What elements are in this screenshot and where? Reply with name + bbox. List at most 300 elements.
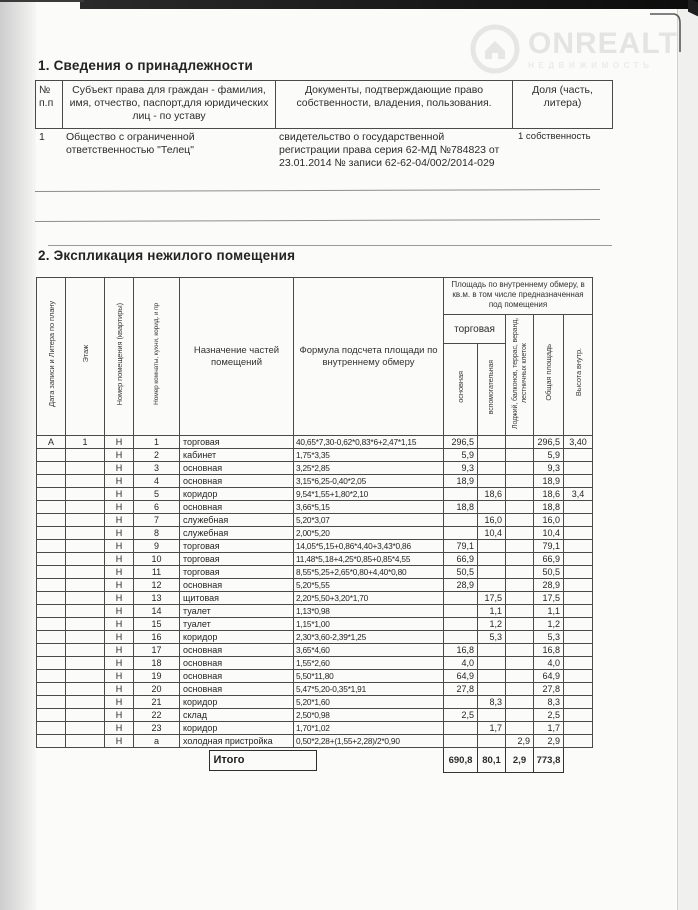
col-header-main: основная: [444, 344, 478, 436]
cell-purpose: основная: [180, 670, 294, 683]
cell-balconies: [506, 618, 534, 631]
cell-premise: Н: [105, 696, 134, 709]
cell-balconies: 2,9: [506, 735, 534, 748]
cell-litera: [37, 605, 66, 618]
cell-room: 2: [134, 449, 180, 462]
cell-purpose: щитовая: [180, 592, 294, 605]
cell-room: 8: [134, 527, 180, 540]
cell-premise: Н: [105, 735, 134, 748]
table-row: [37, 527, 593, 540]
cell-premise: Н: [105, 553, 134, 566]
cell-floor: [66, 670, 105, 683]
table-row: [37, 553, 593, 566]
cell-purpose: основная: [180, 657, 294, 670]
cell-formula: 1,55*2,60: [294, 657, 444, 670]
cell-litera: [37, 683, 66, 696]
cell-total-area: 296,5: [534, 436, 564, 449]
table-row: [37, 449, 593, 462]
cell-balconies: [506, 722, 534, 735]
cell-balconies: [506, 462, 534, 475]
cell-balconies: [506, 709, 534, 722]
cell-total-area: 27,8: [534, 683, 564, 696]
cell-balconies: [506, 670, 534, 683]
house-circle-icon: [470, 24, 520, 74]
cell-main: 4,0: [444, 657, 478, 670]
section2-title: 2. Экспликация нежилого помещения: [38, 248, 296, 263]
cell-premise: Н: [105, 644, 134, 657]
cell-balconies: [506, 488, 534, 501]
col-header-documents: Документы, подтверждающие право собственности, владения, пользования.: [276, 81, 513, 129]
cell-auxiliary: [478, 644, 506, 657]
col-header-num: № п.п: [36, 81, 63, 129]
cell-floor: [66, 735, 105, 748]
explication-table: [36, 277, 593, 773]
cell-height: [564, 605, 593, 618]
cell-main: [444, 488, 478, 501]
cell-balconies: [506, 579, 534, 592]
cell-formula: 9,54*1,55+1,80*2,10: [294, 488, 444, 501]
cell-auxiliary: [478, 540, 506, 553]
cell-height: [564, 540, 593, 553]
table-row: [37, 631, 593, 644]
cell-height: [564, 449, 593, 462]
cell-room: 15: [134, 618, 180, 631]
cell-total-area: 50,5: [534, 566, 564, 579]
cell-litera: [37, 631, 66, 644]
empty-row-line: [48, 245, 612, 246]
cell-room: 3: [134, 462, 180, 475]
cell-litera: [37, 696, 66, 709]
cell-floor: [66, 605, 105, 618]
cell-main: [444, 514, 478, 527]
cell-share: 1 собственность: [518, 131, 591, 142]
cell-formula: 1,13*0,98: [294, 605, 444, 618]
cell-height: [564, 631, 593, 644]
cell-height: [564, 462, 593, 475]
watermark: [470, 18, 678, 80]
cell-formula: 8,55*5,25+2,65*0,80+4,40*0,80: [294, 566, 444, 579]
cell-height: [564, 566, 593, 579]
cell-room: 17: [134, 644, 180, 657]
cell-balconies: [506, 605, 534, 618]
col-header-purpose: Назначение частей помещений: [180, 278, 294, 436]
table-row: [37, 566, 593, 579]
cell-room: 5: [134, 488, 180, 501]
ownership-row: [35, 131, 612, 170]
cell-auxiliary: [478, 501, 506, 514]
cell-floor: [66, 462, 105, 475]
cell-balconies: [506, 449, 534, 462]
cell-height: [564, 514, 593, 527]
cell-premise: Н: [105, 709, 134, 722]
table-row: [37, 618, 593, 631]
explication-body: [37, 436, 593, 748]
cell-main: 2,5: [444, 709, 478, 722]
cell-room: 12: [134, 579, 180, 592]
cell-auxiliary: 1,7: [478, 722, 506, 735]
cell-litera: [37, 449, 66, 462]
cell-formula: 3,65*4,60: [294, 644, 444, 657]
cell-formula: 0,50*2,28+(1,55+2,28)/2*0,90: [294, 735, 444, 748]
table-row: [37, 670, 593, 683]
cell-auxiliary: 10,4: [478, 527, 506, 540]
cell-auxiliary: [478, 462, 506, 475]
cell-purpose: служебная: [180, 514, 294, 527]
cell-auxiliary: [478, 657, 506, 670]
cell-main: 18,9: [444, 475, 478, 488]
cell-num: 1: [39, 131, 45, 143]
cell-formula: 2,20*5,50+3,20*1,70: [294, 592, 444, 605]
cell-room: 16: [134, 631, 180, 644]
total-label: Итого: [209, 750, 317, 771]
cell-main: [444, 527, 478, 540]
cell-total-area: 17,5: [534, 592, 564, 605]
cell-auxiliary: 1,1: [478, 605, 506, 618]
cell-floor: [66, 618, 105, 631]
cell-height: [564, 618, 593, 631]
cell-formula: 14,05*5,15+0,86*4,40+3,43*0,86: [294, 540, 444, 553]
cell-formula: 3,15*6,25-0,40*2,05: [294, 475, 444, 488]
cell-purpose: холодная пристройка: [180, 735, 294, 748]
cell-total-area: 28,9: [534, 579, 564, 592]
cell-total-area: 64,9: [534, 670, 564, 683]
cell-main: 66,9: [444, 553, 478, 566]
cell-purpose: основная: [180, 683, 294, 696]
cell-height: [564, 696, 593, 709]
cell-room: 11: [134, 566, 180, 579]
cell-premise: Н: [105, 449, 134, 462]
cell-purpose: туалет: [180, 618, 294, 631]
page-curl-mark: [646, 6, 688, 58]
cell-balconies: [506, 436, 534, 449]
cell-documents: свидетельство о государственной регистрации права серия 62-МД №784823 от 23.01.2014 № записи 62-62-04/002/2014-029: [279, 131, 500, 169]
col-header-floor: Этаж: [66, 278, 105, 436]
cell-balconies: [506, 514, 534, 527]
cell-purpose: служебная: [180, 527, 294, 540]
cell-total-area: 10,4: [534, 527, 564, 540]
cell-height: [564, 553, 593, 566]
total-balconies: 2,9: [506, 748, 534, 773]
cell-litera: [37, 475, 66, 488]
table-row: [37, 475, 593, 488]
table-row: [37, 709, 593, 722]
cell-height: [564, 722, 593, 735]
cell-floor: [66, 540, 105, 553]
cell-total-area: 18,6: [534, 488, 564, 501]
cell-floor: [66, 475, 105, 488]
cell-premise: Н: [105, 527, 134, 540]
cell-premise: Н: [105, 722, 134, 735]
cell-auxiliary: [478, 579, 506, 592]
table-row: [37, 722, 593, 735]
cell-height: [564, 735, 593, 748]
cell-purpose: кабинет: [180, 449, 294, 462]
cell-main: 18,8: [444, 501, 478, 514]
cell-main: 28,9: [444, 579, 478, 592]
cell-auxiliary: 16,0: [478, 514, 506, 527]
cell-purpose: коридор: [180, 631, 294, 644]
cell-litera: [37, 514, 66, 527]
cell-auxiliary: [478, 553, 506, 566]
table-row: [37, 501, 593, 514]
col-header-record-date: Дата записи и Литера по плану: [37, 278, 66, 436]
cell-formula: 3,66*5,15: [294, 501, 444, 514]
cell-room: 9: [134, 540, 180, 553]
watermark-brand: ONREALT: [528, 26, 678, 60]
cell-formula: 5,50*11,80: [294, 670, 444, 683]
col-header-formula: Формула подсчета площади по внутреннему обмеру: [294, 278, 444, 436]
cell-room: 23: [134, 722, 180, 735]
col-header-subject: Субъект права для граждан - фамилия, имя, отчество, паспорт,для юридических лиц - по уставу: [63, 81, 276, 129]
cell-litera: [37, 644, 66, 657]
cell-premise: Н: [105, 436, 134, 449]
cell-litera: [37, 540, 66, 553]
cell-premise: Н: [105, 566, 134, 579]
table-row: [37, 488, 593, 501]
cell-auxiliary: [478, 683, 506, 696]
cell-subject: Общество с ограниченной ответственностью "Телец": [66, 131, 195, 156]
cell-auxiliary: 8,3: [478, 696, 506, 709]
cell-main: [444, 722, 478, 735]
table-row: [37, 462, 593, 475]
cell-height: [564, 592, 593, 605]
cell-purpose: основная: [180, 501, 294, 514]
cell-purpose: торговая: [180, 553, 294, 566]
cell-purpose: торговая: [180, 436, 294, 449]
cell-floor: [66, 553, 105, 566]
cell-auxiliary: [478, 436, 506, 449]
cell-premise: Н: [105, 631, 134, 644]
cell-room: 7: [134, 514, 180, 527]
cell-room: 6: [134, 501, 180, 514]
cell-main: 296,5: [444, 436, 478, 449]
cell-floor: [66, 696, 105, 709]
cell-premise: Н: [105, 488, 134, 501]
cell-total-area: 18,8: [534, 501, 564, 514]
cell-main: 9,3: [444, 462, 478, 475]
cell-height: [564, 475, 593, 488]
cell-total-area: 1,7: [534, 722, 564, 735]
cell-formula: 1,75*3,35: [294, 449, 444, 462]
col-header-height: Высота внутр.: [564, 315, 593, 436]
cell-main: 5,9: [444, 449, 478, 462]
cell-litera: А: [37, 436, 66, 449]
cell-balconies: [506, 683, 534, 696]
cell-balconies: [506, 631, 534, 644]
cell-main: [444, 592, 478, 605]
cell-formula: 5,47*5,20-0,35*1,91: [294, 683, 444, 696]
cell-formula: 2,00*5,20: [294, 527, 444, 540]
cell-litera: [37, 501, 66, 514]
cell-height: [564, 527, 593, 540]
cell-total-area: 5,3: [534, 631, 564, 644]
cell-auxiliary: 1,2: [478, 618, 506, 631]
cell-room: 22: [134, 709, 180, 722]
cell-total-area: 5,9: [534, 449, 564, 462]
table-row: [37, 436, 593, 449]
cell-premise: Н: [105, 540, 134, 553]
cell-auxiliary: [478, 475, 506, 488]
cell-floor: [66, 722, 105, 735]
cell-litera: [37, 553, 66, 566]
cell-total-area: 1,2: [534, 618, 564, 631]
ownership-table: [35, 80, 613, 129]
cell-premise: Н: [105, 475, 134, 488]
cell-purpose: основная: [180, 579, 294, 592]
cell-premise: Н: [105, 579, 134, 592]
cell-litera: [37, 488, 66, 501]
total-row: [37, 748, 593, 773]
cell-purpose: склад: [180, 709, 294, 722]
cell-main: 64,9: [444, 670, 478, 683]
table-row: [37, 735, 593, 748]
cell-height: 3,4: [564, 488, 593, 501]
cell-floor: [66, 709, 105, 722]
cell-main: [444, 696, 478, 709]
cell-formula: 1,15*1,00: [294, 618, 444, 631]
cell-total-area: 4,0: [534, 657, 564, 670]
cell-purpose: туалет: [180, 605, 294, 618]
cell-floor: [66, 449, 105, 462]
cell-auxiliary: 18,6: [478, 488, 506, 501]
cell-total-area: 2,9: [534, 735, 564, 748]
cell-litera: [37, 735, 66, 748]
cell-room: 20: [134, 683, 180, 696]
cell-balconies: [506, 527, 534, 540]
cell-height: [564, 501, 593, 514]
table-row: [37, 592, 593, 605]
cell-balconies: [506, 566, 534, 579]
cell-litera: [37, 709, 66, 722]
cell-premise: Н: [105, 683, 134, 696]
cell-premise: Н: [105, 657, 134, 670]
cell-balconies: [506, 553, 534, 566]
cell-balconies: [506, 540, 534, 553]
table-row: [37, 644, 593, 657]
cell-room: 10: [134, 553, 180, 566]
cell-floor: [66, 501, 105, 514]
cell-height: [564, 709, 593, 722]
table-row: [37, 579, 593, 592]
cell-room: 4: [134, 475, 180, 488]
col-header-total-area: Общая площадь: [534, 315, 564, 436]
cell-formula: 2,50*0,98: [294, 709, 444, 722]
cell-formula: 5,20*5,55: [294, 579, 444, 592]
cell-room: 14: [134, 605, 180, 618]
cell-room: 21: [134, 696, 180, 709]
cell-room: 13: [134, 592, 180, 605]
table-row: [37, 657, 593, 670]
cell-premise: Н: [105, 618, 134, 631]
cell-total-area: 9,3: [534, 462, 564, 475]
cell-main: [444, 735, 478, 748]
cell-purpose: торговая: [180, 566, 294, 579]
cell-litera: [37, 618, 66, 631]
cell-floor: [66, 527, 105, 540]
cell-litera: [37, 527, 66, 540]
scan-edge-right: [677, 9, 698, 910]
cell-litera: [37, 592, 66, 605]
cell-floor: 1: [66, 436, 105, 449]
cell-premise: Н: [105, 670, 134, 683]
cell-purpose: основная: [180, 475, 294, 488]
cell-auxiliary: 5,3: [478, 631, 506, 644]
cell-height: [564, 657, 593, 670]
cell-main: 79,1: [444, 540, 478, 553]
total-total-area: 773,8: [534, 748, 564, 773]
cell-formula: 3,25*2,85: [294, 462, 444, 475]
cell-litera: [37, 722, 66, 735]
cell-total-area: 18,9: [534, 475, 564, 488]
col-header-area-group: Площадь по внутреннему обмеру, в кв.м. в том числе предназначенная под помещения: [444, 278, 593, 315]
cell-litera: [37, 462, 66, 475]
cell-litera: [37, 670, 66, 683]
cell-auxiliary: [478, 566, 506, 579]
cell-main: [444, 605, 478, 618]
cell-premise: Н: [105, 605, 134, 618]
cell-height: [564, 644, 593, 657]
cell-purpose: основная: [180, 644, 294, 657]
total-auxiliary: 80,1: [478, 748, 506, 773]
col-header-trade-group: торговая: [444, 315, 506, 344]
cell-height: [564, 579, 593, 592]
cell-main: 27,8: [444, 683, 478, 696]
scan-edge-left: [0, 2, 36, 910]
cell-height: [564, 670, 593, 683]
cell-balconies: [506, 592, 534, 605]
col-header-balconies: Лоджий, балконов, террас, веранд, лестничных клеток: [506, 315, 534, 436]
table-row: [37, 540, 593, 553]
cell-floor: [66, 631, 105, 644]
cell-total-area: 79,1: [534, 540, 564, 553]
section1-title: 1. Сведения о принадлежности: [38, 58, 254, 73]
cell-total-area: 1,1: [534, 605, 564, 618]
cell-litera: [37, 657, 66, 670]
cell-main: 16,8: [444, 644, 478, 657]
cell-height: [564, 683, 593, 696]
cell-purpose: основная: [180, 462, 294, 475]
cell-formula: 1,70*1,02: [294, 722, 444, 735]
col-header-share: Доля (часть, литера): [513, 81, 613, 129]
cell-room: 18: [134, 657, 180, 670]
cell-litera: [37, 579, 66, 592]
cell-room: 19: [134, 670, 180, 683]
cell-balconies: [506, 501, 534, 514]
empty-row-line: [35, 189, 600, 192]
scan-edge-top: [80, 0, 698, 9]
col-header-premise-number: Номер помещения (квартиры): [105, 278, 134, 436]
cell-premise: Н: [105, 462, 134, 475]
cell-formula: 5,20*1,60: [294, 696, 444, 709]
cell-room: а: [134, 735, 180, 748]
cell-floor: [66, 592, 105, 605]
cell-floor: [66, 488, 105, 501]
cell-balconies: [506, 475, 534, 488]
scan-edge-top-left: [0, 0, 84, 2]
cell-auxiliary: [478, 670, 506, 683]
cell-main: [444, 618, 478, 631]
cell-auxiliary: [478, 709, 506, 722]
cell-formula: 40,65*7,30-0,62*0,83*6+2,47*1,15: [294, 436, 444, 449]
cell-purpose: торговая: [180, 540, 294, 553]
cell-total-area: 16,8: [534, 644, 564, 657]
cell-purpose: коридор: [180, 488, 294, 501]
table-row: [37, 514, 593, 527]
cell-litera: [37, 566, 66, 579]
col-header-room-number: Номер комнаты, кухни, корид. и пр: [134, 278, 180, 436]
cell-premise: Н: [105, 514, 134, 527]
table-row: [37, 683, 593, 696]
